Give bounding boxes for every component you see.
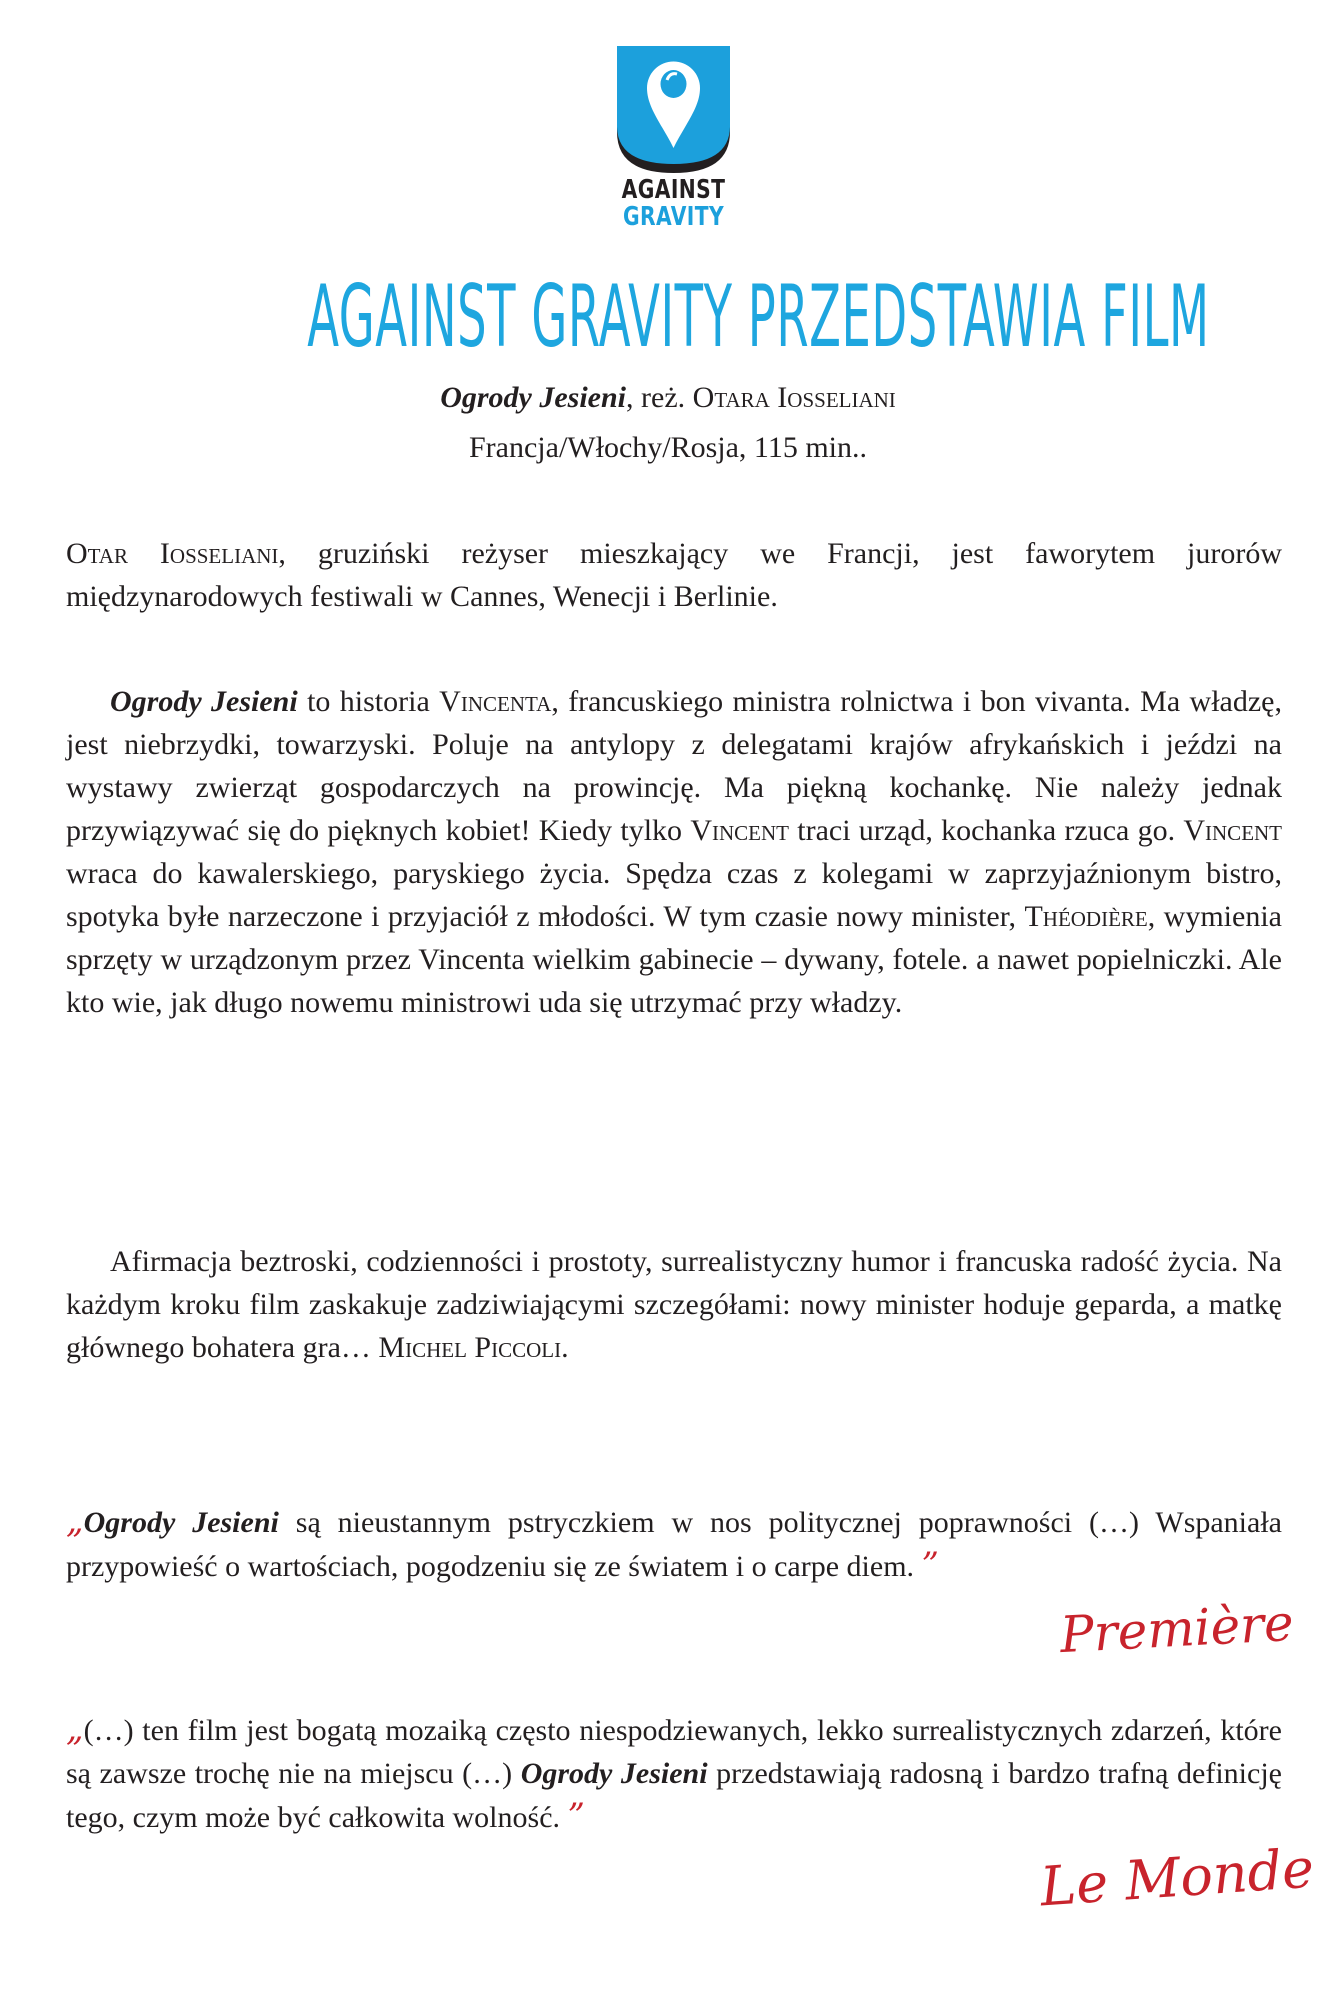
- quote-le-monde: [66, 1708, 1282, 1839]
- story-text-2: , francuskiego ministra rolnictwa i bon vivanta. Ma władzę, jest niebrzydki, towarzyski. Poluje na antylopy z delegatami krajów afrykańskich i jeździ na wystawy zwierząt gospodarczych na prowincję. Ma piękną kochankę. Nie należy jednak przywiązywać się do pięknych kobiet! Kiedy tylko: [66, 685, 1282, 847]
- director-prefix: , reż.: [626, 381, 693, 414]
- film-title-line: [0, 378, 1336, 418]
- quote2-text-2: przedstawiają radosną i bardzo trafną definicję tego, czym może być całkowita wolność.: [66, 1757, 1282, 1834]
- quote2-close-mark: ”: [567, 1796, 585, 1836]
- quote-close-mark: ”: [921, 1545, 939, 1585]
- director-name: Otara Iosseliani: [692, 381, 896, 414]
- against-gravity-logo-icon: [617, 46, 730, 173]
- quote-premiere: [66, 1500, 1282, 1588]
- name-vincent-2: Vincent: [1183, 814, 1283, 847]
- name-piccoli: Michel Piccoli: [378, 1331, 562, 1364]
- film-details: Francja/Włochy/Rosja, 115 min..: [469, 431, 867, 464]
- quote2-film-title: Ogrody Jesieni: [520, 1757, 708, 1790]
- paragraph-intro: [66, 532, 1282, 618]
- quote-open-mark: „: [66, 1501, 84, 1541]
- affirmation-text: Afirmacja beztroski, codzienności i prostoty, surrealistyczny humor i francuska radość życia. Na każdym kroku film zaskakuje zadziwiającymi szczegółami: nowy minister hoduje geparda, a matkę głównego bohatera gra…: [66, 1245, 1282, 1364]
- quote2-text-1: (…) ten film jest bogatą mozaiką często niespodziewanych, lekko surrealistycznych zdarzeń, które są zawsze trochę nie na miejscu (…): [66, 1714, 1282, 1790]
- quote1-film-title: Ogrody Jesieni: [83, 1506, 279, 1539]
- story-text-5: , wymienia sprzęty w urządzonym przez Vincenta wielkim gabinecie – dywany, fotele. a nawet popielniczki. Ale kto wie, jak długo nowemu ministrowi uda się utrzymać przy władzy.: [66, 900, 1282, 1019]
- headline: AGAINST GRAVITY PRZEDSTAWIA FILM: [307, 267, 1210, 367]
- paragraph-story: [66, 680, 1282, 1024]
- logo-line-1: AGAINST: [621, 175, 726, 205]
- paragraph-intro-text: , gruziński reżyser mieszkający we Francji, jest faworytem jurorów międzynarodowych festiwali w Cannes, Wenecji i Berlinie.: [66, 537, 1282, 613]
- logo-line-2: GRAVITY: [622, 202, 725, 232]
- affirmation-end: .: [561, 1331, 569, 1364]
- story-text-4: wraca do kawalerskiego, paryskiego życia. Spędza czas z kolegami w zaprzyjaźnionym bistro, spotyka byłe narzeczone i przyjaciół z młodości. W tym czasie nowy minister,: [66, 857, 1282, 933]
- name-vincenta: Vincenta: [439, 685, 552, 718]
- quote2-open-mark: „: [66, 1709, 84, 1749]
- paragraph-affirmation: [66, 1240, 1282, 1369]
- story-text-3: traci urząd, kochanka rzuca go.: [788, 814, 1184, 847]
- name-theodiere: Théodière: [1024, 900, 1148, 933]
- story-text-1: to historia: [297, 685, 440, 718]
- name-vincent-1: Vincent: [690, 814, 789, 847]
- source-premiere: Première: [1058, 1593, 1295, 1665]
- source-le-monde: Le Monde: [1038, 1836, 1316, 1919]
- film-title: Ogrody Jesieni: [440, 381, 627, 414]
- name-iosseliani: Otar Iosseliani: [66, 537, 279, 570]
- logo-wordmark: [608, 177, 738, 231]
- quote1-text: są nieustannym pstryczkiem w nos politycznej poprawności (…) Wspaniała przypowieść o wartościach, pogodzeniu się ze światem i o carpe diem.: [66, 1506, 1282, 1583]
- story-film-title: Ogrody Jesieni: [110, 685, 298, 718]
